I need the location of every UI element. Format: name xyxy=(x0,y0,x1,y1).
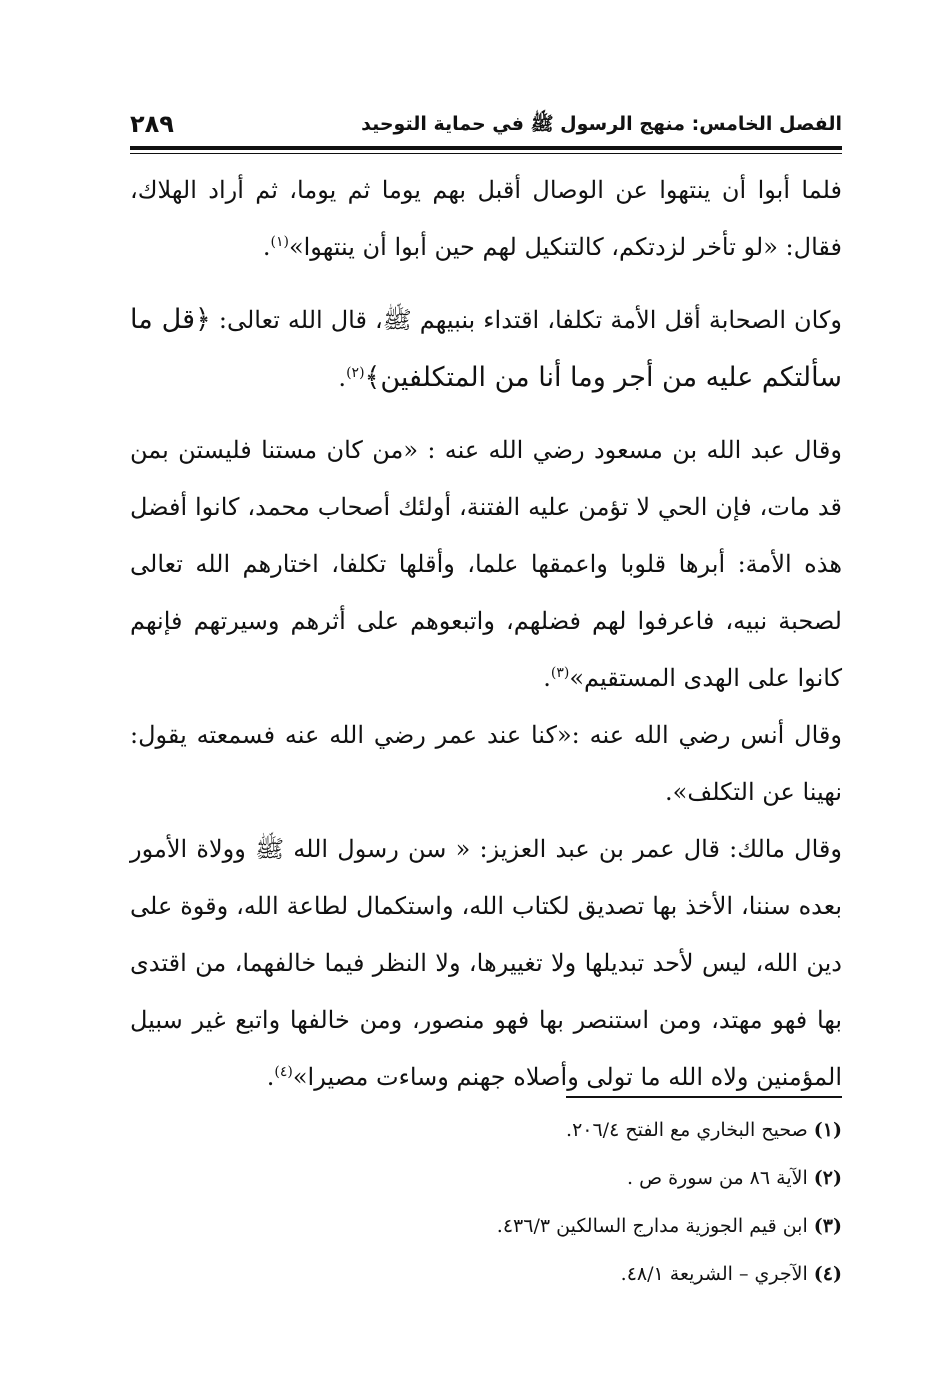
paragraph-text: وكان الصحابة أقل الأمة تكلفا، اقتداء بنبيهم ﷺ، قال الله تعالى: xyxy=(210,306,842,334)
footnote-text: الآجري – الشريعة ٤٨/١. xyxy=(620,1263,808,1285)
paragraph-end: . xyxy=(543,664,551,692)
chapter-title: الفصل الخامس: منهج الرسول ﷺ في حماية التوحيد xyxy=(361,113,842,135)
footnote-ref: (٢) xyxy=(346,365,365,381)
quran-verse: ﴿قل ما سألتكم عليه من أجر وما أنا من المتكلفين﴾ xyxy=(130,304,842,393)
footnote xyxy=(330,1106,842,1154)
header-rule-thin xyxy=(130,153,842,154)
footnote-ref: (٣) xyxy=(550,665,570,681)
paragraph xyxy=(130,821,842,1106)
header-rule-thick xyxy=(130,146,842,150)
page-number: ٢٨٩ xyxy=(130,110,174,138)
page-header xyxy=(130,108,842,142)
footnote xyxy=(330,1154,842,1202)
paragraph xyxy=(130,291,842,407)
footnote-separator xyxy=(566,1096,842,1098)
paragraph-text: وقال عبد الله بن مسعود رضي الله عنه : «من كان مستنا فليستن بمن قد مات، فإن الحي لا تؤمن عليه الفتنة، أولئك أصحاب محمد، كانوا أفضل هذه الأمة: أبرها قلوبا واعمقها علما، وأقلها تكلفا، اختارهم الله تعالى لصحبة نبيه، فاعرفوا لهم فضلهم، واتبعوهم على أثرهم وسيرتهم فإنهم كانوا على الهدى المستقيم» xyxy=(130,436,842,692)
footnote-text: الآية ٨٦ من سورة ص . xyxy=(626,1167,808,1189)
paragraph xyxy=(130,162,842,276)
footnote-number: (٤) xyxy=(813,1263,842,1285)
footnote-number: (٣) xyxy=(813,1215,842,1237)
paragraph-end: . xyxy=(262,233,271,261)
paragraph-text: فلما أبوا أن ينتهوا عن الوصال أقبل بهم يوما ثم يوما، ثم أراد الهلاك، فقال: «لو تأخر لزدتكم، كالتنكيل لهم حين أبوا أن ينتهوا» xyxy=(130,176,842,261)
footnote xyxy=(330,1250,842,1298)
footnote-number: (١) xyxy=(813,1119,842,1141)
main-text xyxy=(130,162,842,1106)
paragraph xyxy=(130,422,842,707)
paragraph-text: وقال مالك: قال عمر بن عبد العزيز: « سن رسول الله ﷺ وولاة الأمور بعده سننا، الأخذ بها تصديق لكتاب الله، واستكمال لطاعة الله، وقوة على دين الله، ليس لأحد تبديلها ولا تغييرها، ولا النظر فيما خالفهما، من اقتدى بها فهو مهتد، ومن استنصر بها فهو منصور، ومن خالفها واتبع غير سبيل المؤمنين ولاه الله ما تولى وأصلاه جهنم وساءت مصيرا» xyxy=(130,835,842,1091)
paragraph-end: . xyxy=(338,364,347,392)
footnote-ref: (١) xyxy=(270,234,289,250)
paragraph-end: . xyxy=(266,1063,275,1091)
footnote-number: (٢) xyxy=(813,1167,842,1189)
footnote-ref: (٤) xyxy=(274,1064,293,1080)
paragraph-text: وقال أنس رضي الله عنه :«كنا عند عمر رضي الله عنه فسمعته يقول: نهينا عن التكلف». xyxy=(130,721,842,806)
footnote-text: ابن قيم الجوزية مدارج السالكين ٤٣٦/٣. xyxy=(496,1215,808,1237)
footnote-text: صحيح البخاري مع الفتح ٢٠٦/٤. xyxy=(566,1119,808,1141)
footnotes xyxy=(330,1106,842,1298)
paragraph xyxy=(130,707,842,821)
footnote xyxy=(330,1202,842,1250)
